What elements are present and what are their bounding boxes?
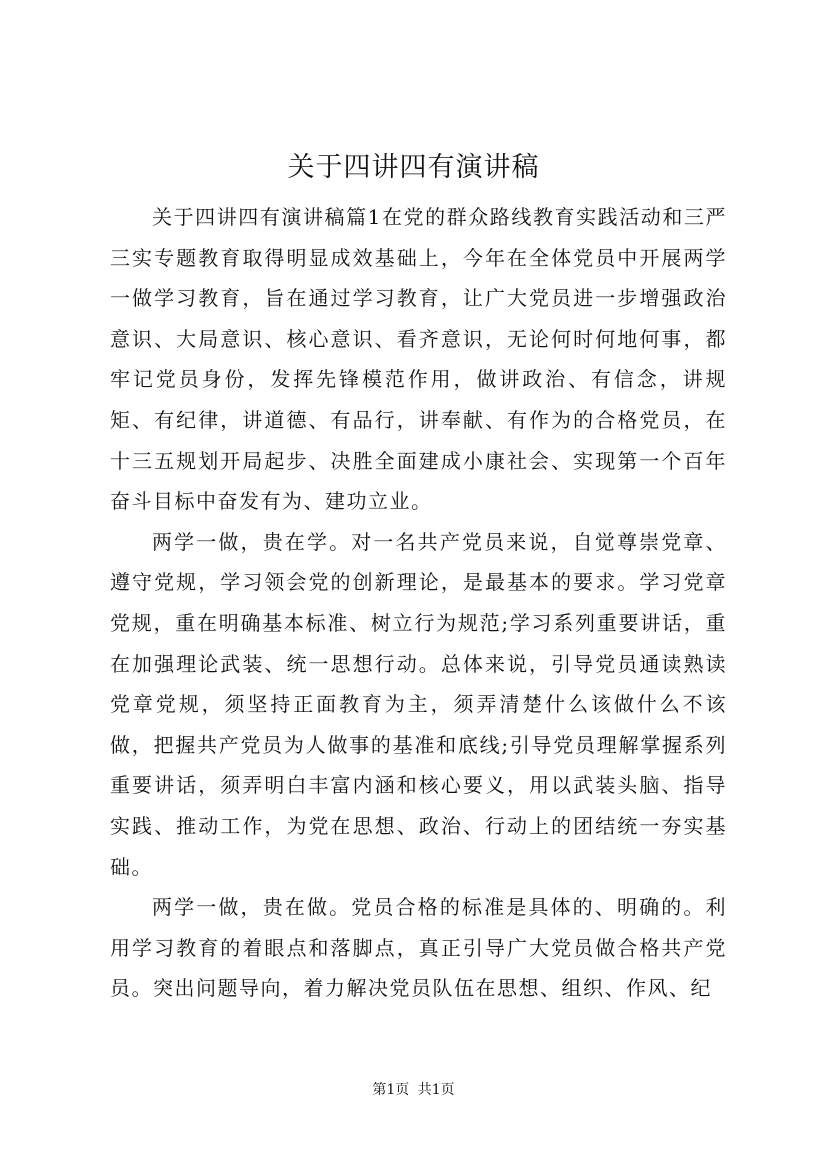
page-number: 第1页 bbox=[372, 1082, 410, 1098]
page-total: 共1页 bbox=[417, 1082, 455, 1098]
paragraph-1: 关于四讲四有演讲稿篇1在党的群众路线教育实践活动和三严三实专题教育取得明显成效基础上，今年在全体党员中开展两学一做学习教育，旨在通过学习教育，让广大党员进一步增强政治意识、大局意识、核心意识、看齐意识，无论何时何地何事，都牢记党员身份，发挥先锋模范作用，做讲政治、有信念，讲规矩、有纪律，讲道德、有品行，讲奉献、有作为的合格党员，在十三五规划开局起步、决胜全面建成小康社会、实现第一个百年奋斗目标中奋发有为、建功立业。 bbox=[110, 205, 727, 514]
document-title: 关于四讲四有演讲稿 bbox=[287, 152, 540, 183]
paragraph-3: 两学一做，贵在做。党员合格的标准是具体的、明确的。利用学习教育的着眼点和落脚点，真正引导广大党员做合格共产党员。突出问题导向，着力解决党员队伍在思想、组织、作风、纪 bbox=[110, 895, 727, 1001]
page-footer bbox=[0, 1080, 827, 1100]
document-body bbox=[110, 197, 727, 1009]
paragraph-2: 两学一做，贵在学。对一名共产党员来说，自觉尊崇党章、遵守党规，学习领会党的创新理论，是最基本的要求。学习党章党规，重在明确基本标准、树立行为规范;学习系列重要讲话，重在加强理论武装、统一思想行动。总体来说，引导党员通读熟读党章党规，须坚持正面教育为主，须弄清楚什么该做什么不该做，把握共产党员为人做事的基准和底线;引导党员理解掌握系列重要讲话，须弄明白丰富内涵和核心要义，用以武装头脑、指导实践、推动工作，为党在思想、政治、行动上的团结统一夯实基础。 bbox=[110, 529, 727, 879]
